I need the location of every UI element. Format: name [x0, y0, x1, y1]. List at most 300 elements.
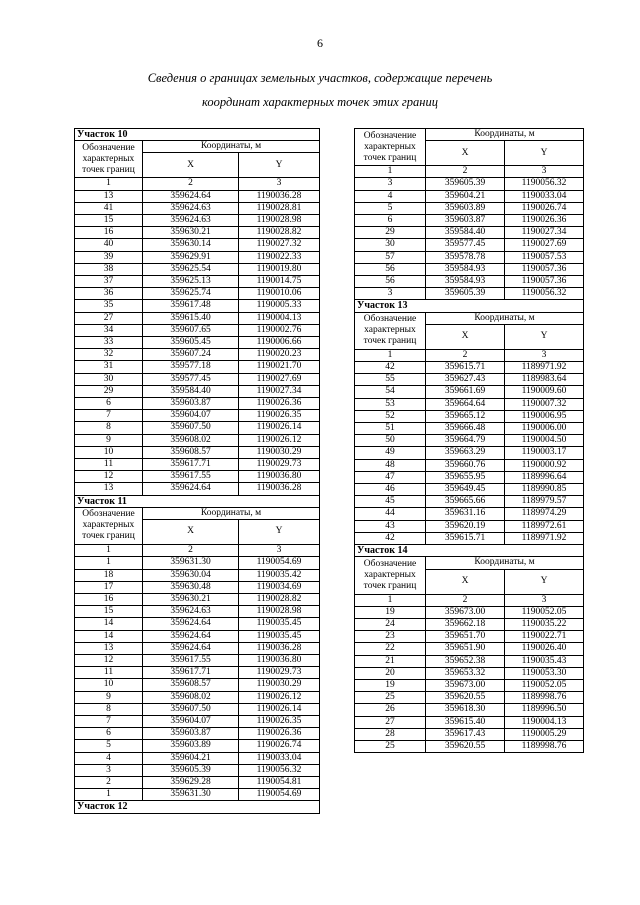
table-row [75, 691, 320, 703]
point-id-cell: 18 [75, 569, 143, 581]
point-id-cell: 27 [75, 312, 143, 324]
x-coordinate-cell: 359665.12 [426, 410, 505, 422]
table-row [75, 410, 320, 422]
point-id-cell: 19 [355, 606, 426, 618]
y-coordinate-cell: 1190035.45 [239, 630, 320, 642]
y-coordinate-cell: 1190020.23 [239, 349, 320, 361]
point-id-cell: 9 [75, 691, 143, 703]
y-coordinate-cell: 1190033.04 [505, 190, 584, 202]
x-coordinate-cell: 359617.55 [143, 654, 239, 666]
y-coordinate-cell: 1190052.05 [505, 606, 584, 618]
x-coordinate-cell: 359662.18 [426, 618, 505, 630]
header-num-3: 3 [505, 594, 584, 606]
coordinates-table-left [74, 128, 320, 814]
table-row [75, 483, 320, 495]
table-row [75, 263, 320, 275]
section-title-row [75, 495, 320, 507]
header-num-3: 3 [239, 545, 320, 557]
point-id-cell: 28 [355, 728, 426, 740]
table-row [75, 422, 320, 434]
point-id-cell: 1 [75, 557, 143, 569]
section-title: Участок 10 [75, 129, 320, 141]
x-coordinate-cell: 359625.13 [143, 276, 239, 288]
x-coordinate-cell: 359617.71 [143, 667, 239, 679]
point-id-cell: 45 [355, 496, 426, 508]
header-row [355, 129, 584, 141]
x-coordinate-cell: 359617.55 [143, 471, 239, 483]
point-id-cell: 13 [75, 642, 143, 654]
table-row [75, 288, 320, 300]
table-row [75, 312, 320, 324]
x-coordinate-cell: 359624.64 [143, 190, 239, 202]
header-row [355, 557, 584, 569]
table-row [75, 715, 320, 727]
section-title: Участок 13 [355, 300, 584, 312]
table-row [75, 349, 320, 361]
y-coordinate-cell: 1189974.29 [505, 508, 584, 520]
table-row [355, 190, 584, 202]
header-x: X [426, 569, 505, 594]
table-row [355, 374, 584, 386]
header-numbers-row [355, 594, 584, 606]
y-coordinate-cell: 1190054.69 [239, 789, 320, 801]
point-id-cell: 30 [75, 373, 143, 385]
x-coordinate-cell: 359605.45 [143, 337, 239, 349]
point-id-cell: 6 [355, 215, 426, 227]
header-coordinates: Координаты, м [426, 129, 584, 141]
header-numbers-row [75, 178, 320, 190]
x-coordinate-cell: 359653.32 [426, 667, 505, 679]
x-coordinate-cell: 359649.45 [426, 484, 505, 496]
y-coordinate-cell: 1190034.69 [239, 581, 320, 593]
y-coordinate-cell: 1190036.80 [239, 654, 320, 666]
table-row [355, 496, 584, 508]
title-line-2: координат характерных точек этих границ [202, 95, 438, 109]
table-row [355, 386, 584, 398]
x-coordinate-cell: 359631.16 [426, 508, 505, 520]
table-row [75, 361, 320, 373]
table-row [355, 288, 584, 300]
table-row [75, 239, 320, 251]
x-coordinate-cell: 359630.48 [143, 581, 239, 593]
table-row [355, 251, 584, 263]
point-id-cell: 12 [75, 654, 143, 666]
point-id-cell: 53 [355, 398, 426, 410]
x-coordinate-cell: 359673.00 [426, 679, 505, 691]
header-designation: Обозначение характерных точек границ [75, 141, 143, 178]
point-id-cell: 32 [75, 349, 143, 361]
table-row [355, 508, 584, 520]
table-row [355, 263, 584, 275]
point-id-cell: 19 [355, 679, 426, 691]
point-id-cell: 51 [355, 423, 426, 435]
point-id-cell: 38 [75, 263, 143, 275]
point-id-cell: 11 [75, 459, 143, 471]
point-id-cell: 13 [75, 483, 143, 495]
header-num-3: 3 [505, 166, 584, 178]
y-coordinate-cell: 1190052.05 [505, 679, 584, 691]
page-number: 6 [317, 36, 323, 50]
section-title: Участок 11 [75, 495, 320, 507]
table-row [355, 631, 584, 643]
header-coordinates: Координаты, м [143, 507, 320, 519]
point-id-cell: 21 [355, 655, 426, 667]
x-coordinate-cell: 359577.18 [143, 361, 239, 373]
x-coordinate-cell: 359607.65 [143, 324, 239, 336]
header-num-3: 3 [505, 349, 584, 361]
x-coordinate-cell: 359627.43 [426, 374, 505, 386]
x-coordinate-cell: 359624.64 [143, 483, 239, 495]
point-id-cell: 8 [75, 703, 143, 715]
table-row [355, 276, 584, 288]
table-row [75, 581, 320, 593]
point-id-cell: 23 [355, 631, 426, 643]
x-coordinate-cell: 359617.48 [143, 300, 239, 312]
point-id-cell: 3 [355, 178, 426, 190]
table-row [75, 752, 320, 764]
y-coordinate-cell: 1190036.28 [239, 483, 320, 495]
x-coordinate-cell: 359618.30 [426, 704, 505, 716]
y-coordinate-cell: 1190028.81 [239, 202, 320, 214]
y-coordinate-cell: 1190007.32 [505, 398, 584, 410]
table-row [75, 740, 320, 752]
point-id-cell: 20 [355, 667, 426, 679]
x-coordinate-cell: 359604.07 [143, 715, 239, 727]
header-designation: Обозначение характерных точек границ [355, 312, 426, 349]
x-coordinate-cell: 359620.19 [426, 520, 505, 532]
x-coordinate-cell: 359615.71 [426, 532, 505, 544]
table-row [75, 215, 320, 227]
x-coordinate-cell: 359603.89 [426, 202, 505, 214]
y-coordinate-cell: 1190057.53 [505, 251, 584, 263]
point-id-cell: 9 [75, 434, 143, 446]
table-row [75, 300, 320, 312]
point-id-cell: 11 [75, 667, 143, 679]
y-coordinate-cell: 1189996.50 [505, 704, 584, 716]
table-row [75, 337, 320, 349]
table-row [75, 728, 320, 740]
x-coordinate-cell: 359624.64 [143, 642, 239, 654]
x-coordinate-cell: 359673.00 [426, 606, 505, 618]
y-coordinate-cell: 1190028.82 [239, 227, 320, 239]
x-coordinate-cell: 359630.21 [143, 593, 239, 605]
y-coordinate-cell: 1190027.34 [505, 227, 584, 239]
y-coordinate-cell: 1190026.12 [239, 691, 320, 703]
table-row [75, 679, 320, 691]
table-row [355, 362, 584, 374]
point-id-cell: 39 [75, 251, 143, 263]
header-num-1: 1 [75, 545, 143, 557]
x-coordinate-cell: 359608.02 [143, 691, 239, 703]
x-coordinate-cell: 359603.89 [143, 740, 239, 752]
point-id-cell: 50 [355, 435, 426, 447]
y-coordinate-cell: 1190006.00 [505, 423, 584, 435]
point-id-cell: 52 [355, 410, 426, 422]
y-coordinate-cell: 1190029.73 [239, 667, 320, 679]
coordinates-table-right [354, 128, 584, 753]
y-coordinate-cell: 1190057.36 [505, 276, 584, 288]
x-coordinate-cell: 359629.91 [143, 251, 239, 263]
point-id-cell: 14 [75, 618, 143, 630]
point-id-cell: 29 [355, 227, 426, 239]
table-row [75, 557, 320, 569]
point-id-cell: 16 [75, 227, 143, 239]
point-id-cell: 7 [75, 410, 143, 422]
table-row [355, 667, 584, 679]
y-coordinate-cell: 1190033.04 [239, 752, 320, 764]
y-coordinate-cell: 1190026.40 [505, 643, 584, 655]
x-coordinate-cell: 359604.07 [143, 410, 239, 422]
x-coordinate-cell: 359665.66 [426, 496, 505, 508]
point-id-cell: 4 [75, 752, 143, 764]
y-coordinate-cell: 1190035.43 [505, 655, 584, 667]
header-num-1: 1 [355, 349, 426, 361]
table-row [355, 410, 584, 422]
y-coordinate-cell: 1190036.28 [239, 642, 320, 654]
y-coordinate-cell: 1189972.61 [505, 520, 584, 532]
title-line-1: Сведения о границах земельных участков, содержащие перечень [147, 71, 493, 85]
table-row [75, 202, 320, 214]
point-id-cell: 6 [75, 728, 143, 740]
header-numbers-row [75, 545, 320, 557]
x-coordinate-cell: 359664.64 [426, 398, 505, 410]
table-row [75, 398, 320, 410]
header-y: Y [505, 324, 584, 349]
point-id-cell: 1 [75, 789, 143, 801]
x-coordinate-cell: 359617.71 [143, 459, 239, 471]
table-row [75, 251, 320, 263]
y-coordinate-cell: 1190026.12 [239, 434, 320, 446]
header-x: X [143, 153, 239, 178]
table-row [355, 679, 584, 691]
x-coordinate-cell: 359604.21 [426, 190, 505, 202]
table-row [75, 471, 320, 483]
point-id-cell: 2 [75, 776, 143, 788]
y-coordinate-cell: 1189983.64 [505, 374, 584, 386]
point-id-cell: 29 [75, 385, 143, 397]
point-id-cell: 10 [75, 679, 143, 691]
y-coordinate-cell: 1190003.17 [505, 447, 584, 459]
y-coordinate-cell: 1190002.76 [239, 324, 320, 336]
table-row [75, 385, 320, 397]
table-row [355, 643, 584, 655]
point-id-cell: 55 [355, 374, 426, 386]
table-row [75, 764, 320, 776]
x-coordinate-cell: 359584.93 [426, 263, 505, 275]
table-row [355, 423, 584, 435]
x-coordinate-cell: 359604.21 [143, 752, 239, 764]
x-coordinate-cell: 359608.57 [143, 446, 239, 458]
y-coordinate-cell: 1190022.71 [505, 631, 584, 643]
x-coordinate-cell: 359607.24 [143, 349, 239, 361]
header-coordinates: Координаты, м [143, 141, 320, 153]
table-row [75, 593, 320, 605]
y-coordinate-cell: 1190010.06 [239, 288, 320, 300]
header-num-1: 1 [75, 178, 143, 190]
point-id-cell: 36 [75, 288, 143, 300]
y-coordinate-cell: 1190026.74 [505, 202, 584, 214]
table-row [355, 239, 584, 251]
point-id-cell: 34 [75, 324, 143, 336]
x-coordinate-cell: 359664.79 [426, 435, 505, 447]
header-designation: Обозначение характерных точек границ [75, 507, 143, 544]
table-row [75, 606, 320, 618]
y-coordinate-cell: 1190005.29 [505, 728, 584, 740]
header-x: X [426, 141, 505, 166]
x-coordinate-cell: 359615.40 [426, 716, 505, 728]
table-row [355, 447, 584, 459]
y-coordinate-cell: 1190014.75 [239, 276, 320, 288]
y-coordinate-cell: 1190035.45 [239, 618, 320, 630]
point-id-cell: 16 [75, 593, 143, 605]
table-row [75, 654, 320, 666]
x-coordinate-cell: 359578.78 [426, 251, 505, 263]
x-coordinate-cell: 359651.70 [426, 631, 505, 643]
y-coordinate-cell: 1190006.95 [505, 410, 584, 422]
x-coordinate-cell: 359660.76 [426, 459, 505, 471]
y-coordinate-cell: 1190053.30 [505, 667, 584, 679]
y-coordinate-cell: 1190035.22 [505, 618, 584, 630]
header-y: Y [239, 520, 320, 545]
y-coordinate-cell: 1190036.80 [239, 471, 320, 483]
point-id-cell: 31 [75, 361, 143, 373]
y-coordinate-cell: 1190026.36 [239, 398, 320, 410]
header-num-2: 2 [426, 349, 505, 361]
x-coordinate-cell: 359617.43 [426, 728, 505, 740]
y-coordinate-cell: 1190028.98 [239, 215, 320, 227]
point-id-cell: 54 [355, 386, 426, 398]
point-id-cell: 5 [355, 202, 426, 214]
table-row [75, 776, 320, 788]
header-coordinates: Координаты, м [426, 312, 584, 324]
x-coordinate-cell: 359603.87 [143, 398, 239, 410]
y-coordinate-cell: 1190027.34 [239, 385, 320, 397]
y-coordinate-cell: 1190054.69 [239, 557, 320, 569]
point-id-cell: 4 [355, 190, 426, 202]
table-row [355, 520, 584, 532]
header-num-2: 2 [143, 178, 239, 190]
y-coordinate-cell: 1189996.64 [505, 471, 584, 483]
table-row [75, 324, 320, 336]
table-row [75, 703, 320, 715]
y-coordinate-cell: 1189990.85 [505, 484, 584, 496]
y-coordinate-cell: 1190026.14 [239, 703, 320, 715]
y-coordinate-cell: 1190004.13 [505, 716, 584, 728]
header-y: Y [505, 141, 584, 166]
header-y: Y [505, 569, 584, 594]
point-id-cell: 41 [75, 202, 143, 214]
table-row [75, 276, 320, 288]
header-num-1: 1 [355, 166, 426, 178]
table-row [75, 434, 320, 446]
section-title: Участок 14 [355, 545, 584, 557]
table-row [355, 398, 584, 410]
document-title [0, 66, 640, 114]
x-coordinate-cell: 359625.54 [143, 263, 239, 275]
y-coordinate-cell: 1190029.73 [239, 459, 320, 471]
point-id-cell: 22 [355, 643, 426, 655]
point-id-cell: 35 [75, 300, 143, 312]
point-id-cell: 8 [75, 422, 143, 434]
table-row [355, 618, 584, 630]
point-id-cell: 3 [355, 288, 426, 300]
y-coordinate-cell: 1190021.70 [239, 361, 320, 373]
x-coordinate-cell: 359603.87 [426, 215, 505, 227]
y-coordinate-cell: 1190056.32 [239, 764, 320, 776]
x-coordinate-cell: 359608.57 [143, 679, 239, 691]
header-row [75, 507, 320, 519]
y-coordinate-cell: 1190036.28 [239, 190, 320, 202]
table-row [75, 789, 320, 801]
x-coordinate-cell: 359661.69 [426, 386, 505, 398]
x-coordinate-cell: 359584.40 [426, 227, 505, 239]
y-coordinate-cell: 1190022.33 [239, 251, 320, 263]
table-row [75, 667, 320, 679]
y-coordinate-cell: 1190027.69 [239, 373, 320, 385]
x-coordinate-cell: 359624.64 [143, 630, 239, 642]
table-row [355, 692, 584, 704]
x-coordinate-cell: 359584.93 [426, 276, 505, 288]
header-num-2: 2 [426, 166, 505, 178]
table-row [75, 569, 320, 581]
point-id-cell: 47 [355, 471, 426, 483]
x-coordinate-cell: 359605.39 [426, 288, 505, 300]
table-row [355, 606, 584, 618]
point-id-cell: 42 [355, 532, 426, 544]
section-title-row [355, 300, 584, 312]
table-row [355, 459, 584, 471]
table-row [355, 215, 584, 227]
section-title: Участок 12 [75, 801, 320, 813]
y-coordinate-cell: 1190035.42 [239, 569, 320, 581]
y-coordinate-cell: 1190026.14 [239, 422, 320, 434]
point-id-cell: 10 [75, 446, 143, 458]
point-id-cell: 12 [75, 471, 143, 483]
table-row [75, 630, 320, 642]
table-row [75, 459, 320, 471]
header-num-2: 2 [426, 594, 505, 606]
table-row [75, 642, 320, 654]
header-numbers-row [355, 166, 584, 178]
table-row [75, 190, 320, 202]
point-id-cell: 15 [75, 606, 143, 618]
section-title-row [75, 129, 320, 141]
y-coordinate-cell: 1190030.29 [239, 679, 320, 691]
y-coordinate-cell: 1190054.81 [239, 776, 320, 788]
y-coordinate-cell: 1190026.74 [239, 740, 320, 752]
y-coordinate-cell: 1190026.35 [239, 715, 320, 727]
header-row [75, 141, 320, 153]
y-coordinate-cell: 1189971.92 [505, 532, 584, 544]
y-coordinate-cell: 1190004.13 [239, 312, 320, 324]
point-id-cell: 6 [75, 398, 143, 410]
table-row [355, 227, 584, 239]
header-x: X [426, 324, 505, 349]
y-coordinate-cell: 1190026.36 [239, 728, 320, 740]
header-num-1: 1 [355, 594, 426, 606]
header-num-2: 2 [143, 545, 239, 557]
x-coordinate-cell: 359624.63 [143, 215, 239, 227]
point-id-cell: 25 [355, 740, 426, 752]
table-row [75, 618, 320, 630]
header-numbers-row [355, 349, 584, 361]
table-row [355, 728, 584, 740]
point-id-cell: 42 [355, 362, 426, 374]
x-coordinate-cell: 359605.39 [426, 178, 505, 190]
x-coordinate-cell: 359663.29 [426, 447, 505, 459]
x-coordinate-cell: 359615.71 [426, 362, 505, 374]
point-id-cell: 43 [355, 520, 426, 532]
